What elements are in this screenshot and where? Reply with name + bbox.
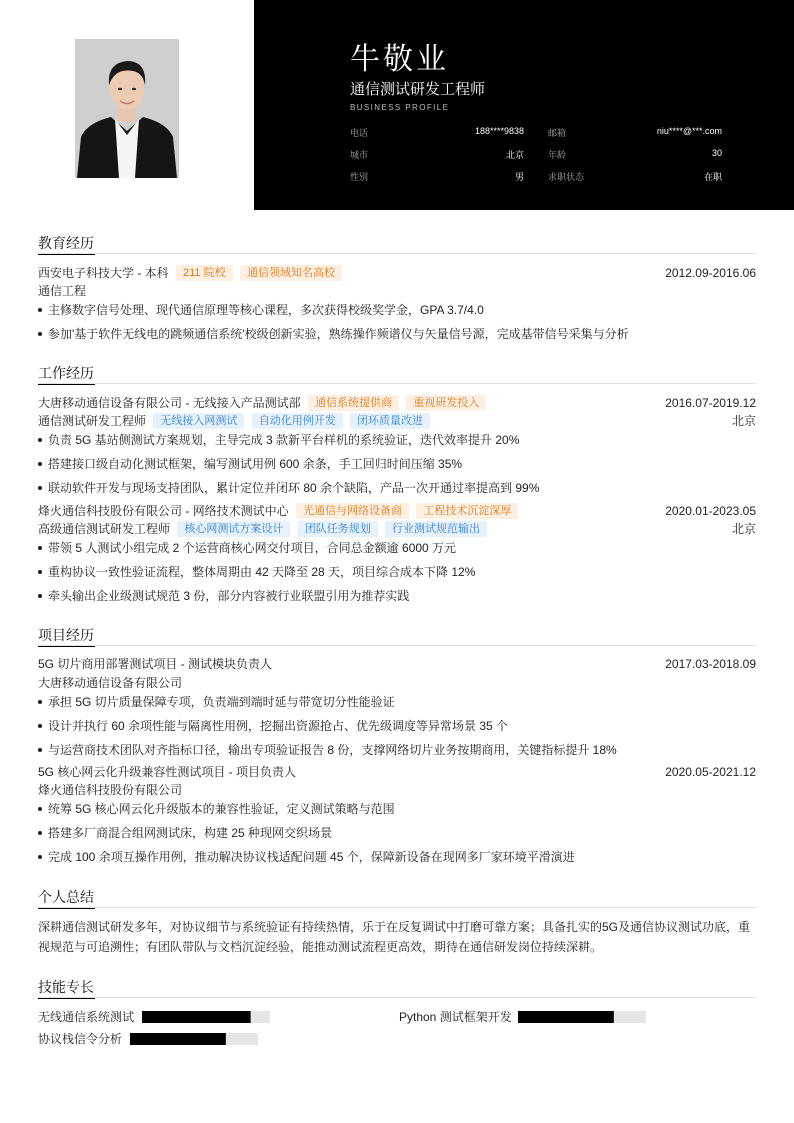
skills-section (38, 977, 756, 1046)
info-row (350, 168, 722, 190)
job-bullet: 搭建接口级自动化测试框架，编写测试用例 600 余条，手工回归时间压缩 35% (38, 455, 756, 473)
company-name: 烽火通信科技股份有限公司 - 网络技术测试中心 (38, 504, 289, 518)
projects-section (38, 625, 756, 864)
email-value: niu****@***.com (656, 126, 722, 136)
section-title: 个人总结 (38, 887, 95, 909)
role-tag: 团队任务规划 (298, 521, 378, 537)
education-header (38, 264, 756, 282)
phone-label: 电话 (350, 128, 369, 138)
divider (38, 645, 756, 646)
company-name: 大唐移动通信设备有限公司 - 无线接入产品测试部 (38, 396, 301, 410)
job-header (38, 502, 756, 520)
summary-text: 深耕通信测试研发多年，对协议细节与系统验证有持续热情，乐于在反复调试中打磨可靠方案；具备扎实的5G及通信协议测试功底，重视规范与可追溯性；有团队带队与文档沉淀经验，能推动测试流程更高效，期待在通信研发岗位持续深耕。 (38, 920, 751, 954)
info-row (350, 146, 722, 168)
job-status-label: 求职状态 (548, 172, 585, 182)
job-role: 通信测试研发工程师 (38, 414, 147, 428)
education-section (38, 233, 756, 341)
skill-level-bar (518, 1011, 646, 1023)
profile-photo (75, 39, 179, 178)
company-tag: 重视研发投入 (406, 395, 486, 411)
job-bullet: 带领 5 人测试小组完成 2 个运营商核心网交付项目，合同总金额逾 6000 万元 (38, 539, 756, 557)
section-title: 教育经历 (38, 233, 95, 255)
skill-item (399, 1008, 659, 1026)
email-label: 邮箱 (548, 128, 567, 138)
header-panel (254, 0, 794, 210)
divider (38, 383, 756, 384)
project-header (38, 655, 756, 673)
role-tag: 闭环质量改进 (350, 413, 430, 429)
school-tag: 211 院校 (176, 265, 233, 281)
job-bullet: 负责 5G 基站侧测试方案规划，主导完成 3 款新平台样机的系统验证，迭代效率提升 20% (38, 431, 756, 449)
age-label: 年龄 (548, 150, 567, 160)
role-tag: 核心网测试方案设计 (177, 521, 290, 537)
skill-level-fill (518, 1011, 614, 1023)
project-org: 大唐移动通信设备有限公司 (38, 676, 183, 690)
gender-label: 性别 (350, 172, 369, 182)
project-bullet: 完成 100 余项互操作用例，推动解决协议栈适配问题 45 个，保障新设备在现网多厂家环境平滑演进 (38, 848, 756, 866)
target-job-title: 通信测试研发工程师 (350, 81, 486, 98)
job-date: 2020.01-2023.05 (665, 504, 756, 518)
skill-level-fill (130, 1033, 226, 1045)
candidate-name: 牛敬业 (350, 42, 449, 77)
school-name: 西安电子科技大学 - 本科 (38, 266, 169, 280)
skill-item (38, 1008, 278, 1026)
skill-level-fill (142, 1011, 251, 1023)
role-tag: 无线接入网测试 (153, 413, 244, 429)
job-header (38, 394, 756, 412)
job-city: 北京 (731, 414, 756, 428)
skill-name: Python 测试框架开发 (399, 1010, 512, 1024)
job-date: 2016.07-2019.12 (665, 396, 756, 410)
project-bullet: 承担 5G 切片质量保障专项，负责端到端时延与带宽切分性能验证 (38, 693, 756, 711)
gender-value: 男 (514, 172, 524, 182)
skill-name: 协议栈信令分析 (38, 1032, 123, 1046)
skill-level-bar (142, 1011, 270, 1023)
project-name: 5G 切片商用部署测试项目 - 测试模块负责人 (38, 657, 273, 671)
divider (38, 997, 756, 998)
job-bullet: 联动软件开发与现场支持团队，累计定位并闭环 80 余个缺陷，产品一次开通过率提高到 99% (38, 479, 756, 497)
contact-info (350, 124, 722, 190)
summary-section (38, 887, 756, 954)
skill-level-bar (130, 1033, 258, 1045)
city-label: 城市 (350, 150, 369, 160)
divider (38, 253, 756, 254)
company-tag: 工程技术沉淀深厚 (416, 503, 518, 519)
job-role-row (38, 520, 756, 538)
education-bullet: 参加'基于软件无线电的跳频通信系统'校级创新实验，熟练操作频谱仪与矢量信号源，完成基带信号采集与分析 (38, 325, 756, 343)
divider (38, 907, 756, 908)
section-title: 技能专长 (38, 977, 95, 999)
job-role-row (38, 412, 756, 430)
job-bullet: 重构协议一致性验证流程，整体周期由 42 天降至 28 天，项目综合成本下降 12% (38, 563, 756, 581)
project-bullet: 统筹 5G 核心网云化升级版本的兼容性验证，定义测试策略与范围 (38, 800, 756, 818)
school-tag: 通信领域知名高校 (240, 265, 342, 281)
project-name: 5G 核心网云化升级兼容性测试项目 - 项目负责人 (38, 765, 297, 779)
education-bullet: 主修数字信号处理、现代通信原理等核心课程，多次获得校级奖学金，GPA 3.7/4.0 (38, 301, 756, 319)
project-date: 2020.05-2021.12 (665, 765, 756, 779)
skill-name: 无线通信系统测试 (38, 1010, 135, 1024)
info-row (350, 124, 722, 146)
project-bullet: 设计并执行 60 余项性能与隔离性用例，挖掘出资源抢占、优先级调度等异常场景 35 个 (38, 717, 756, 735)
company-tag: 光通信与网络设备商 (296, 503, 409, 519)
job-status-value: 在职 (703, 172, 722, 182)
company-tag: 通信系统提供商 (308, 395, 399, 411)
project-header (38, 763, 756, 781)
job-bullet: 牵头输出企业级测试规范 3 份，部分内容被行业联盟引用为推荐实践 (38, 587, 756, 605)
section-title: 工作经历 (38, 363, 95, 385)
work-section (38, 363, 756, 603)
job-city: 北京 (731, 522, 756, 536)
project-bullet: 搭建多厂商混合组网测试床，构建 25 种现网交织场景 (38, 824, 756, 842)
person-portrait-icon (75, 39, 179, 178)
city-value: 北京 (505, 150, 524, 160)
education-date: 2012.09-2016.06 (665, 266, 756, 280)
age-value: 30 (711, 148, 722, 158)
project-bullet: 与运营商技术团队对齐指标口径，输出专项验证报告 8 份，支撑网络切片业务按期商用，关键指标提升 18% (38, 741, 756, 759)
project-date: 2017.03-2018.09 (665, 657, 756, 671)
job-role: 高级通信测试研发工程师 (38, 522, 171, 536)
profile-label: BUSINESS PROFILE (350, 103, 450, 112)
section-title: 项目经历 (38, 625, 95, 647)
phone-value: 188****9838 (474, 126, 524, 136)
project-org: 烽火通信科技股份有限公司 (38, 783, 183, 797)
role-tag: 自动化用例开发 (252, 413, 343, 429)
role-tag: 行业测试规范输出 (385, 521, 487, 537)
major: 通信工程 (38, 284, 87, 298)
skill-item (38, 1030, 278, 1048)
